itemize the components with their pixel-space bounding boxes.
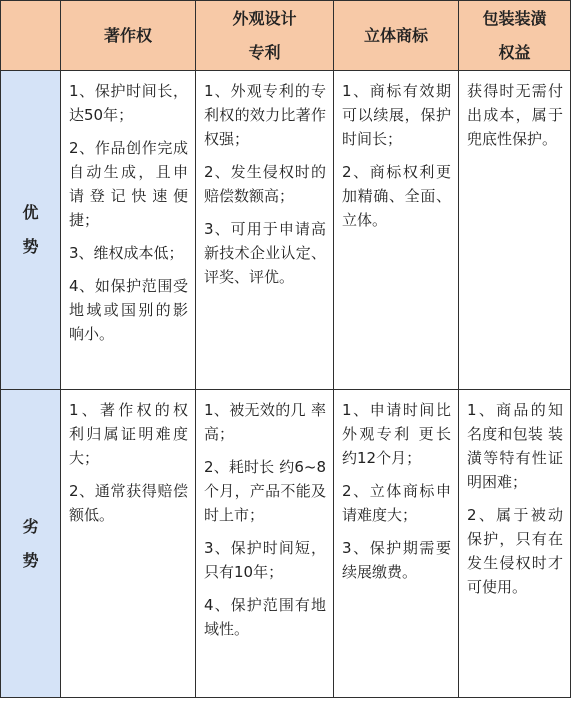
header-packaging <box>459 1 571 71</box>
advantages-3d-trademark-cell <box>334 71 459 390</box>
header-row <box>1 1 571 71</box>
list-item: 3、保护时间短，只有10年； <box>204 539 326 581</box>
list-item: 1、被无效的几 率高； <box>204 401 326 443</box>
list-item: 3、可用于申请高新技术企业认定、评奖、评优。 <box>204 220 326 286</box>
list-item: 1、著作权的权 利归属证明难度大； <box>69 401 188 467</box>
list-item: 4、保护范围有地域性。 <box>204 596 326 638</box>
disadvantages-row <box>1 390 571 698</box>
advantages-label <box>1 71 61 390</box>
list-item: 获得时无需付出成本，属于兜底性保护。 <box>467 82 563 148</box>
advantages-label-char2: 势 <box>22 237 39 256</box>
list-item: 1、申请时间比外观专利 更长约12个月； <box>342 401 451 467</box>
list-item: 1、外观专利的专利权的效力比著作权强； <box>204 82 326 148</box>
list-item: 2、发生侵权时的赔偿数额高； <box>204 163 326 205</box>
advantages-design-patent-cell <box>196 71 334 390</box>
disadvantages-3d-trademark-cell <box>334 390 459 698</box>
list-item: 2、商标权利更加精确、全面、立体。 <box>342 163 451 229</box>
advantages-row <box>1 71 571 390</box>
header-3d-trademark: 立体商标 <box>334 1 459 71</box>
advantages-packaging-cell <box>459 71 571 390</box>
header-corner <box>1 1 61 71</box>
header-design-patent-line1: 外观设计 <box>232 8 297 28</box>
list-item: 1、商标有效期可以续展，保护时间长； <box>342 82 451 148</box>
list-item: 2、通常获得赔偿额低。 <box>69 482 188 524</box>
disadvantages-label-char1: 劣 <box>22 516 39 536</box>
disadvantages-design-patent-cell <box>196 390 334 698</box>
list-item: 1、商品的知名度和包装 装潢等特有性证明困难； <box>467 401 563 491</box>
header-copyright: 著作权 <box>61 1 196 71</box>
disadvantages-packaging-cell <box>459 390 571 698</box>
header-packaging-line2: 权益 <box>498 42 531 62</box>
list-item: 2、作品创作完成自动生成，且申请登记快速便捷； <box>69 139 188 229</box>
list-item: 1、保护时间长，达50年； <box>69 82 188 124</box>
header-design-patent-line2: 专利 <box>248 42 281 62</box>
list-item: 2、耗时长 约6~8个月，产品不能及时上市； <box>204 458 326 524</box>
advantages-label-char1: 优 <box>22 203 39 222</box>
list-item: 2、属于被动保护，只有在发生侵权时才可使用。 <box>467 506 563 596</box>
list-item: 3、保护期需要续展缴费。 <box>342 539 451 581</box>
list-item: 3、维权成本低； <box>69 244 184 262</box>
header-packaging-line1: 包装装潢 <box>482 8 547 28</box>
header-design-patent <box>196 1 334 71</box>
list-item: 4、如保护范围受地域或国别的影响小。 <box>69 277 188 343</box>
disadvantages-label-char2: 势 <box>22 550 39 570</box>
disadvantages-label <box>1 390 61 698</box>
list-item: 2、立体商标申请难度大； <box>342 482 451 524</box>
disadvantages-copyright-cell <box>61 390 196 698</box>
advantages-copyright-cell <box>61 71 196 390</box>
